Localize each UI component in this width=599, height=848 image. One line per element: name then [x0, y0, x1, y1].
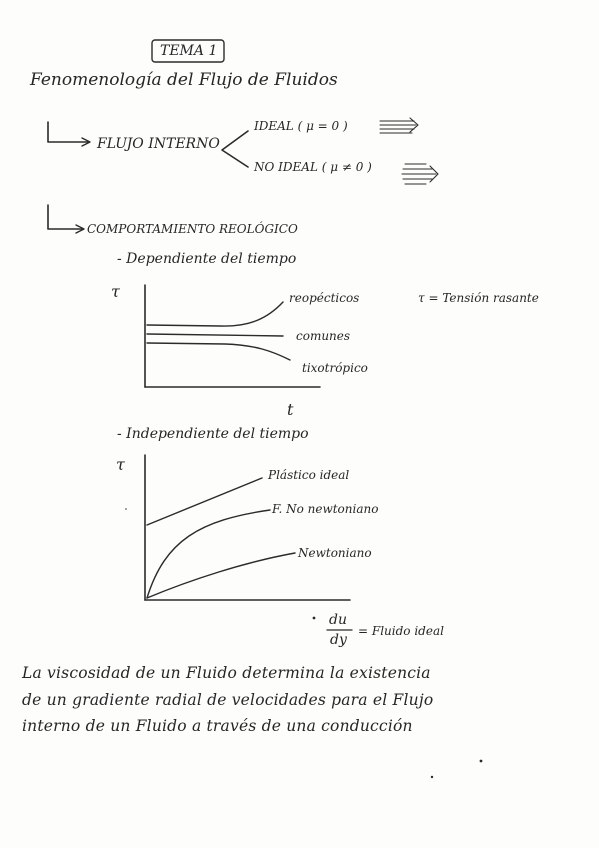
chart1-label-reopecticos: reopécticos: [289, 291, 360, 305]
non-ideal-flow-lines-icon: [402, 164, 438, 184]
chart1-common-line: [147, 334, 283, 336]
branch-arrow-1: [48, 122, 88, 142]
chart1-label-tixotropico: tixotrópico: [302, 361, 368, 375]
fraction-rhs: = Fluido ideal: [358, 624, 444, 638]
dependiente-label: - Dependiente del tiempo: [117, 251, 297, 267]
chart1-x-label: t: [287, 400, 294, 419]
chart2-label-newtoniano: Newtoniano: [298, 546, 372, 560]
page-title: Fenomenología del Flujo de Fluidos: [30, 70, 338, 90]
paragraph-line-3: interno de un Fluido a través de una conducción: [22, 717, 413, 735]
paragraph-line-2: de un gradiente radial de velocidades para el Flujo: [22, 691, 434, 709]
fraction-denominator: dy: [330, 632, 347, 648]
tema-label: TEMA 1: [160, 43, 218, 59]
flujo-interno-label: FLUJO INTERNO: [97, 136, 220, 152]
chart1-y-label: τ: [111, 282, 120, 301]
ideal-label: IDEAL ( μ = 0 ): [254, 119, 348, 133]
chart2-label-no-newtoniano: F. No newtoniano: [272, 502, 379, 516]
reologico-label: COMPORTAMIENTO REOLÓGICO: [87, 222, 298, 236]
ideal-flow-lines-icon: [380, 118, 418, 133]
chart2-non-newtonian-curve: [147, 510, 270, 598]
chart2-label-plastico-ideal: Plástico ideal: [268, 468, 350, 482]
chart2-newtonian-curve: [147, 553, 295, 598]
tension-rasante-definition: τ = Tensión rasante: [418, 291, 539, 305]
no-ideal-label: NO IDEAL ( μ ≠ 0 ): [254, 160, 372, 174]
paragraph-line-1: La viscosidad de un Fluido determina la existencia: [22, 664, 431, 682]
chart1-reopectic-curve: [147, 302, 283, 326]
chart2-plastic-ideal-line: [147, 478, 262, 525]
chart1-thixotropic-curve: [147, 343, 290, 360]
chart2-y-label: τ: [116, 455, 125, 474]
fork-bracket: [222, 131, 248, 167]
independiente-label: - Independiente del tiempo: [117, 426, 309, 442]
fraction-numerator: du: [329, 612, 347, 628]
chart1-label-comunes: comunes: [296, 329, 351, 343]
